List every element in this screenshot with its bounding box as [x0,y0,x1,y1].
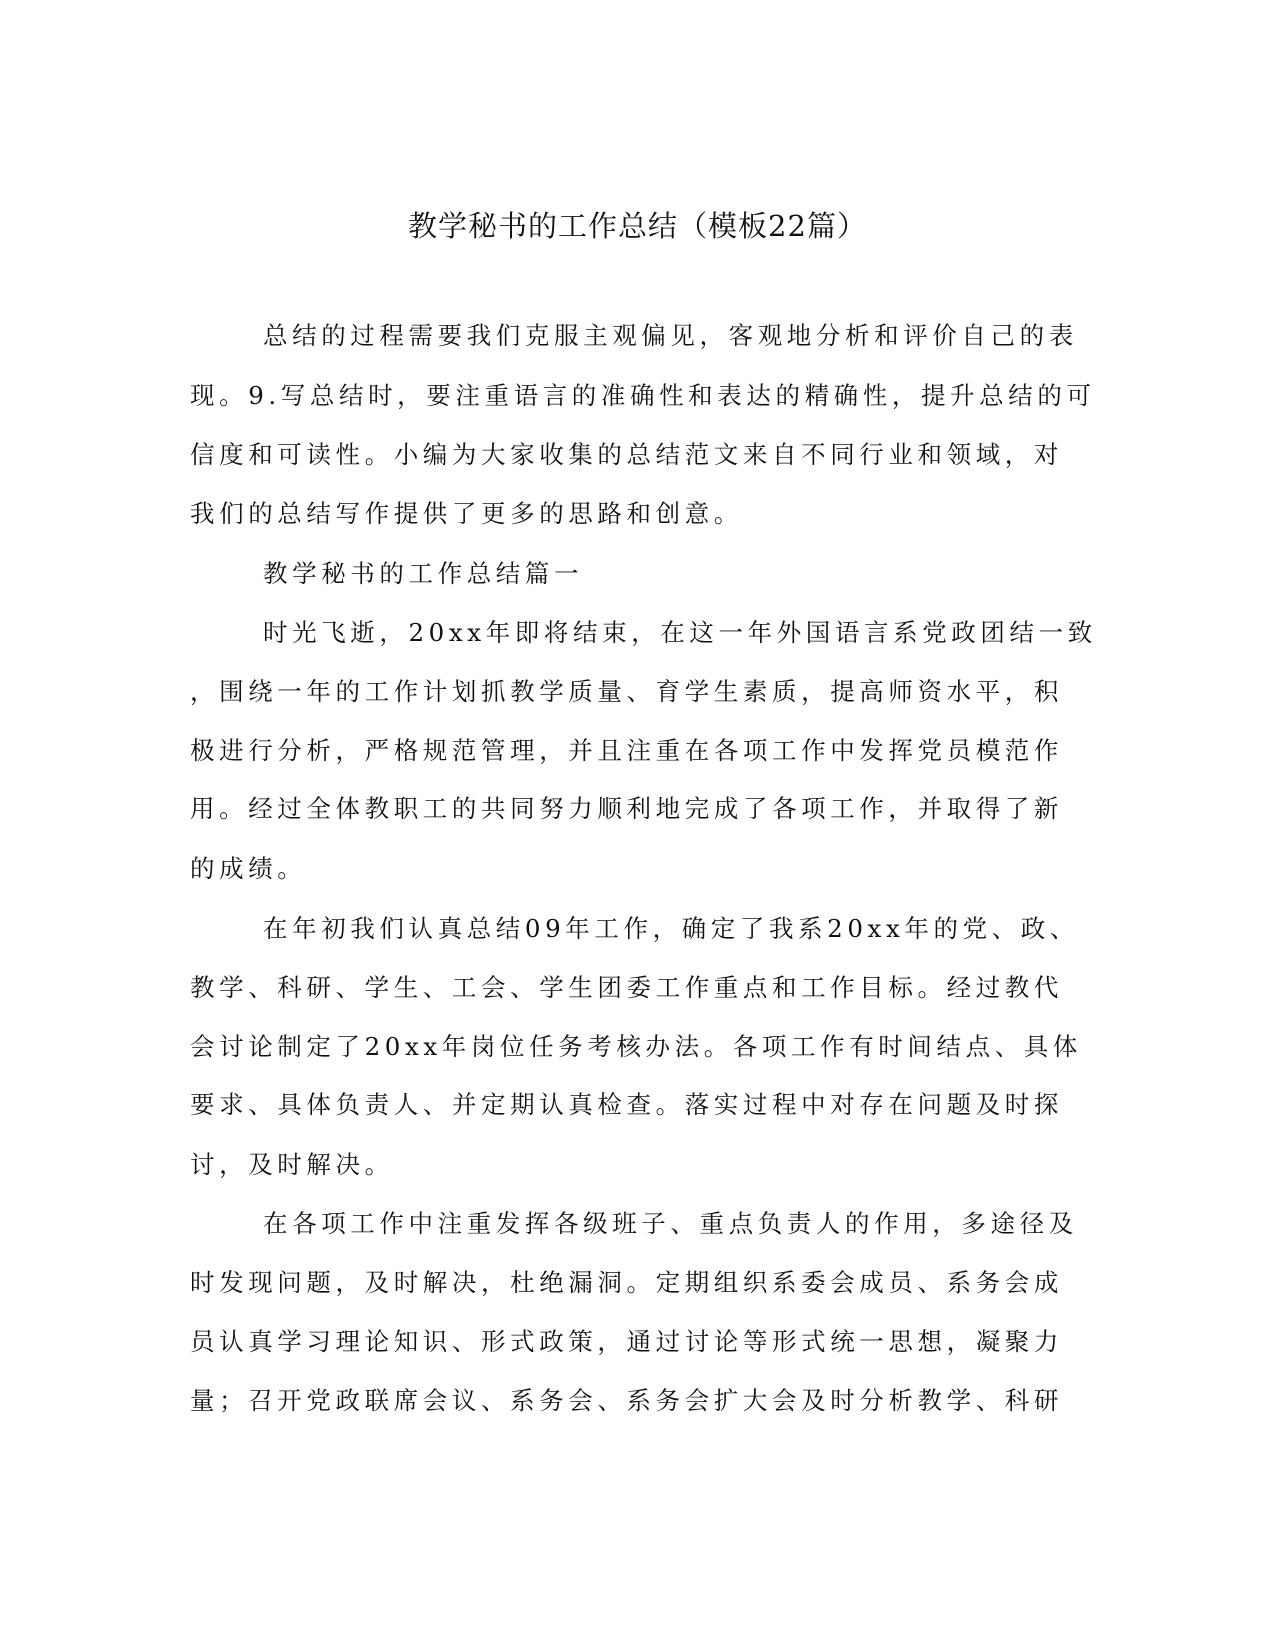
paragraph-line: 的成绩。 [190,854,307,883]
section-heading: 教学秘书的工作总结篇一 [263,559,584,588]
paragraph-line: 时光飞逝，20xx年即将结束，在这一年外国语言系党政团结一致 [263,618,1097,647]
paragraph-line: 在各项工作中注重发挥各级班子、重点负责人的作用，多途径及 [263,1209,1078,1238]
paragraph-line: 用。经过全体教职工的共同努力顺利地完成了各项工作，并取得了新 [190,794,1063,823]
paragraph-line: 现。9.写总结时，要注重语言的准确性和表达的精确性，提升总结的可 [190,381,1096,410]
paragraph-line: ，围绕一年的工作计划抓教学质量、育学生素质，提高师资水平，积 [190,677,1063,706]
paragraph-line: 员认真学习理论知识、形式政策，通过讨论等形式统一思想，凝聚力 [190,1327,1063,1356]
paragraph-line: 会讨论制定了20xx年岗位任务考核办法。各项工作有时间结点、具体 [190,1032,1083,1061]
paragraph-line: 要求、具体负责人、并定期认真检查。落实过程中对存在问题及时探 [190,1090,1063,1119]
paragraph-line: 教学、科研、学生、工会、学生团委工作重点和工作目标。经过教代 [190,973,1063,1002]
paragraph-line: 总结的过程需要我们克服主观偏见，客观地分析和评价自己的表 [263,321,1078,350]
paragraph-line: 量；召开党政联席会议、系务会、系务会扩大会及时分析教学、科研 [190,1386,1063,1415]
paragraph-line: 极进行分析，严格规范管理，并且注重在各项工作中发挥党员模范作 [190,736,1063,765]
paragraph-line: 在年初我们认真总结09年工作，确定了我系20xx年的党、政、 [263,914,1079,943]
document-title: 教学秘书的工作总结（模板22篇） [408,209,867,243]
paragraph-line: 讨，及时解决。 [190,1150,394,1179]
paragraph-line: 信度和可读性。小编为大家收集的总结范文来自不同行业和领域，对 [190,440,1063,469]
paragraph-line: 时发现问题，及时解决，杜绝漏洞。定期组织系委会成员、系务会成 [190,1268,1063,1297]
paragraph-line: 我们的总结写作提供了更多的思路和创意。 [190,499,743,528]
